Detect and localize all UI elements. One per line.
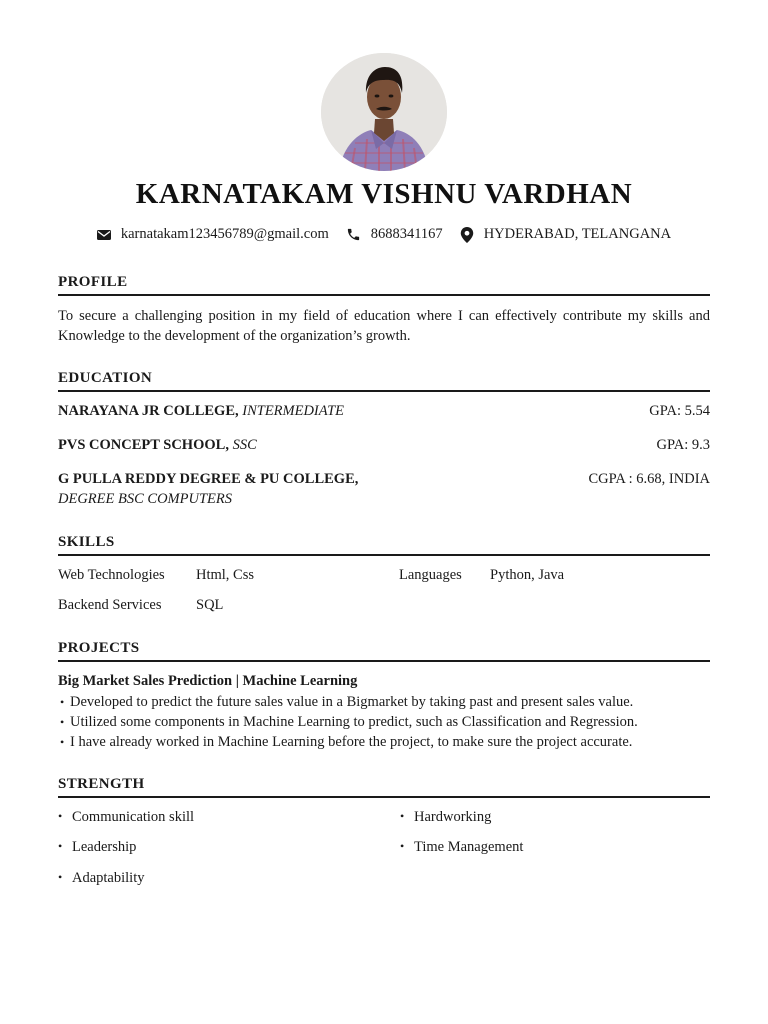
skill-value: SQL xyxy=(196,597,224,613)
location-text: HYDERABAD, TELANGANA xyxy=(483,226,672,242)
education-score: GPA: 9.3 xyxy=(656,437,710,453)
skill-label: Backend Services xyxy=(58,597,162,613)
project-bullets xyxy=(58,692,710,752)
list-item: • Developed to predict the future sales value in a Bigmarket by taking past and present sales value. xyxy=(58,692,710,712)
strength-item: • Time Management xyxy=(400,839,523,856)
education-school: PVS CONCEPT SCHOOL, xyxy=(58,437,229,453)
education-degree: INTERMEDIATE xyxy=(242,403,345,419)
strength-item: • Leadership xyxy=(58,839,136,856)
strength-item: • Hardworking xyxy=(400,809,491,826)
skill-value: Html, Css xyxy=(196,567,255,583)
phone-icon xyxy=(346,227,361,242)
skill-label: Languages xyxy=(399,567,462,583)
section-title-skills: SKILLS xyxy=(58,534,710,556)
skill-label: Web Technologies xyxy=(58,567,165,583)
profile-text: To secure a challenging position in my field of education where I can effectively contribute my skills and Knowledge to the development of the organization’s growth. xyxy=(58,308,710,344)
phone-text: 8688341167 xyxy=(370,226,443,242)
list-item: • I have already worked in Machine Learning before the project, to make sure the project accurate. xyxy=(58,732,710,752)
section-title-strength: STRENGTH xyxy=(58,776,710,798)
strength-item: • Communication skill xyxy=(58,809,194,826)
contact-location xyxy=(460,226,671,243)
education-item xyxy=(58,403,710,420)
skill-value: Python, Java xyxy=(490,567,565,583)
section-title-profile: PROFILE xyxy=(58,274,710,296)
education-degree: DEGREE BSC COMPUTERS xyxy=(58,491,232,507)
contact-phone[interactable] xyxy=(346,226,443,243)
email-text: karnatakam123456789@gmail.com xyxy=(120,226,329,242)
profile-photo-image xyxy=(321,53,447,171)
education-item xyxy=(58,437,710,454)
education-degree: SSC xyxy=(232,437,257,453)
contact-email[interactable] xyxy=(97,226,329,243)
education-item xyxy=(58,471,710,488)
project-name: Big Market Sales Prediction | Machine Learning xyxy=(58,673,358,689)
list-item: • Utilized some components in Machine Learning to predict, such as Classification and Regression. xyxy=(58,712,710,732)
education-school: NARAYANA JR COLLEGE, xyxy=(58,403,239,419)
education-score: GPA: 5.54 xyxy=(649,403,710,419)
strength-item: • Adaptability xyxy=(58,870,145,887)
contact-bar xyxy=(0,226,768,243)
section-title-projects: PROJECTS xyxy=(58,640,710,662)
map-pin-icon xyxy=(460,227,474,243)
education-score: CGPA : 6.68, INDIA xyxy=(588,471,710,487)
envelope-icon xyxy=(97,229,111,241)
education-school: G PULLA REDDY DEGREE & PU COLLEGE, xyxy=(58,471,359,487)
profile-photo xyxy=(321,53,447,171)
candidate-name: KARNATAKAM VISHNU VARDHAN xyxy=(135,178,633,210)
section-title-education: EDUCATION xyxy=(58,370,710,392)
